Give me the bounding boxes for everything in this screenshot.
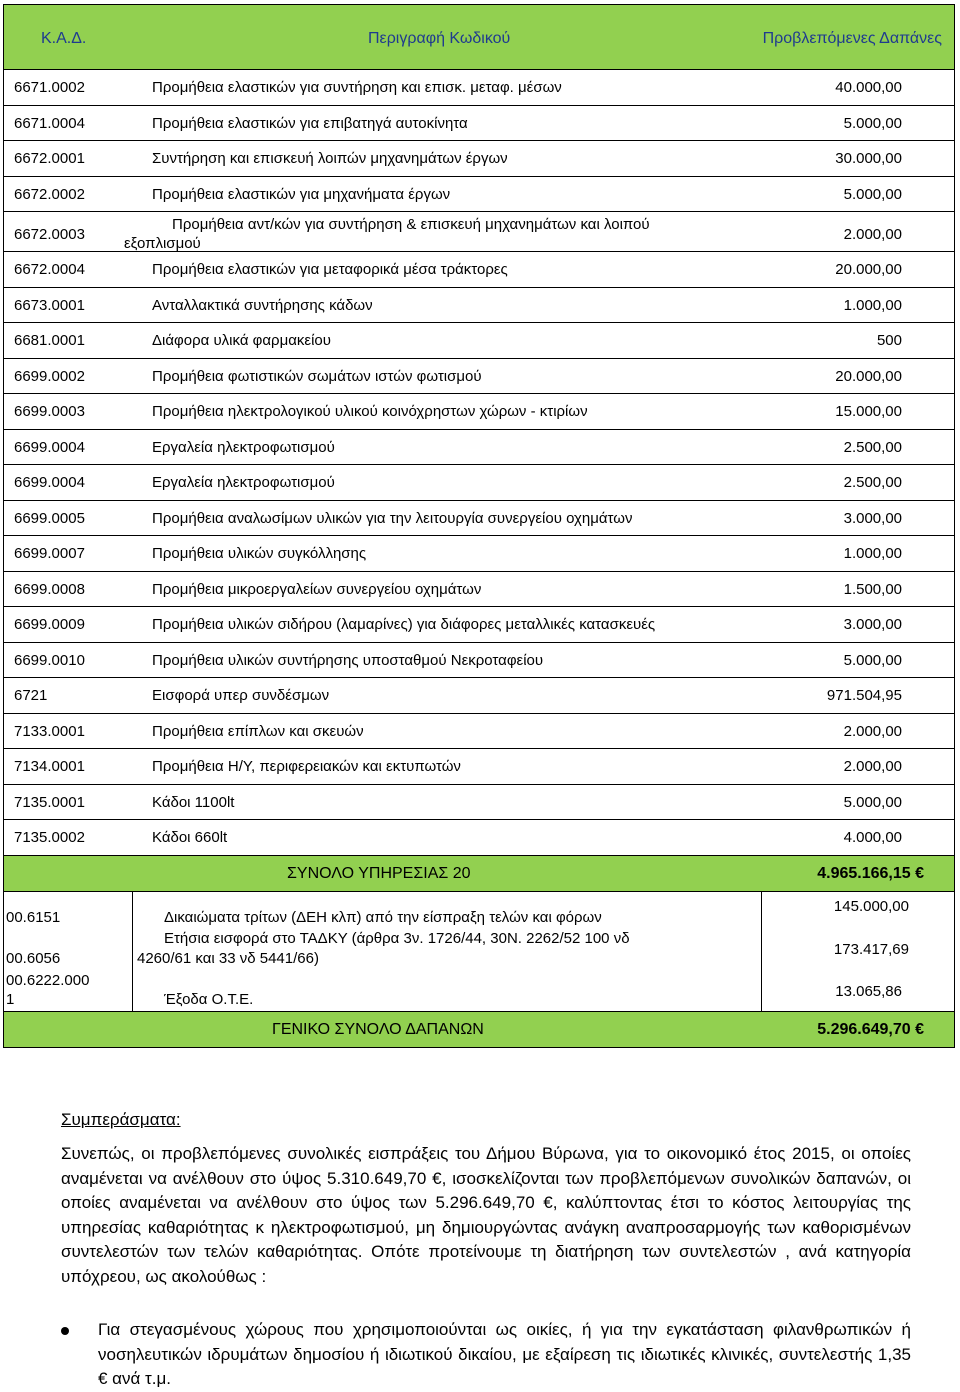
row-desc: Προμήθεια Η/Υ, περιφερειακών και εκτυπωτών [152, 758, 461, 775]
row-desc: Προμήθεια αντ/κών για συντήρηση & επισκευή μηχανημάτων και λοιπού εξοπλισμού [124, 216, 650, 252]
extra-desc: Ετήσια εισφορά στο ΤΑΔΚΥ (άρθρα 3ν. 1726/44, 30Ν. 2262/52 100 νδ [164, 929, 630, 947]
table-row [3, 177, 955, 213]
row-amount: 5.000,00 [843, 185, 902, 203]
table-row [3, 749, 955, 785]
row-desc: Προμήθεια ελαστικών για επιβατηγά αυτοκίνητα [152, 114, 468, 132]
extra-code: 1 [6, 990, 15, 1008]
row-code: 6672.0003 [14, 226, 85, 243]
table-row [3, 536, 955, 572]
table-row [3, 572, 955, 608]
row-code: 6721 [14, 687, 48, 704]
row-amount: 2.000,00 [843, 226, 902, 243]
row-code: 6673.0001 [14, 296, 85, 314]
bullet-text: Για στεγασμένους χώρους που χρησιμοποιούνται ως οικίες, ή για την εγκατάσταση φιλανθρωπικών ή νοσηλευτικών ιδρυμάτων δημοσίου ή ιδιωτικού δικαίου, με εξαίρεση τις ιδιωτικές κλινικές, συντελεστής 1,35 € ανά τ.μ. [98, 1320, 911, 1388]
row-amount: 20.000,00 [835, 367, 902, 385]
row-code: 6699.0005 [14, 509, 85, 527]
table-header [3, 4, 955, 70]
row-amount: 3.000,00 [843, 509, 902, 527]
table-row [3, 70, 955, 106]
table-body [3, 70, 955, 856]
conclusions-title: Συμπεράσματα: [61, 1110, 181, 1129]
row-amount: 2.500,00 [843, 474, 902, 491]
conclusions-paragraph: Συνεπώς, οι προβλεπόμενες συνολικές εισπράξεις του Δήμου Βύρωνα, για το οικονομικό έτος 2015, οι οποίες αναμένεται να ανέλθουν στο ύψος 5.310.649,70 €, ισοσκελίζονται των προβλεπόμενων συνολικών δαπανών, οι οποίες αναμένεται να ανέλθουν στο ύψος των 5.296.649,70 €, καλύπτοντας έτσι το κόστος λειτουργίας της υπηρεσίας καθαριότητας κ ηλεκτροφωτισμού, μη δημιουργώντας ανάγκη αναπροσαρμογής των καθορισμένων συντελεστών των τελών καθαριότητας. Οπότε προτείνουμε τη διατήρηση των συντελεστών , ανά κατηγορία υπόχρεου, ως ακολούθως : [61, 1144, 911, 1286]
row-desc: Προμήθεια ελαστικών για μηχανήματα έργων [152, 185, 451, 203]
row-code: 6681.0001 [14, 332, 85, 349]
table-row [3, 430, 955, 466]
row-code: 6699.0004 [14, 474, 85, 491]
row-code: 6699.0003 [14, 403, 85, 420]
service-total-label: ΣΥΝΟΛΟ ΥΠΗΡΕΣΙΑΣ 20 [287, 864, 471, 882]
table-row [3, 106, 955, 142]
row-code: 6672.0002 [14, 185, 85, 203]
table-row [3, 288, 955, 324]
row-amount: 500 [876, 332, 902, 349]
extra-code: 00.6056 [6, 949, 61, 967]
table-row [3, 714, 955, 750]
bullet-dot-icon [61, 1327, 69, 1335]
bullet-item [61, 1318, 911, 1392]
row-desc: Προμήθεια μικροεργαλείων συνεργείου οχημάτων [152, 580, 482, 598]
row-desc: Κάδοι 1100lt [152, 793, 235, 811]
grand-total-row [3, 1012, 955, 1048]
table-row [3, 643, 955, 679]
column-divider [132, 892, 133, 1011]
row-code: 6699.0010 [14, 651, 85, 669]
row-amount: 5.000,00 [843, 651, 902, 669]
extra-code: 00.6222.000 [6, 971, 90, 989]
row-amount: 15.000,00 [835, 403, 902, 420]
table-row [3, 678, 955, 714]
row-desc: Προμήθεια επίπλων και σκευών [152, 722, 364, 740]
table-row [3, 785, 955, 821]
row-code: 7135.0002 [14, 829, 85, 846]
table-row [3, 394, 955, 430]
row-desc: Προμήθεια αναλωσίμων υλικών για την λειτουργία συνεργείου οχημάτων [152, 509, 633, 527]
row-desc: Προμήθεια φωτιστικών σωμάτων ιστών φωτισμού [152, 367, 482, 385]
table-row [3, 252, 955, 288]
service-total-value: 4.965.166,15 € [817, 864, 924, 882]
row-amount: 5.000,00 [843, 114, 902, 132]
row-code: 7133.0001 [14, 722, 85, 740]
row-desc: Συντήρηση και επισκευή λοιπών μηχανημάτων έργων [152, 150, 508, 167]
table-row [3, 820, 955, 856]
column-divider [761, 892, 762, 1011]
row-desc: Προμήθεια ελαστικών για συντήρηση και επισκ. μεταφ. μέσων [152, 79, 562, 96]
extra-code: 00.6151 [6, 908, 61, 926]
row-code: 6671.0002 [14, 79, 85, 96]
row-code: 6699.0002 [14, 367, 85, 385]
row-code: 6671.0004 [14, 114, 85, 132]
row-desc: Εισφορά υπερ συνδέσμων [152, 687, 330, 704]
conclusions-section [61, 1110, 911, 1289]
row-amount: 2.500,00 [843, 438, 902, 456]
extra-amount: 13.065,86 [835, 982, 902, 1000]
row-amount: 971.504,95 [826, 687, 902, 704]
table-row [3, 141, 955, 177]
row-code: 6699.0008 [14, 580, 85, 598]
other-expenses-block [3, 892, 955, 1012]
extra-amount: 173.417,69 [833, 940, 909, 958]
row-code: 6672.0001 [14, 150, 85, 167]
row-code: 6699.0004 [14, 438, 85, 456]
header-amount: Προβλεπόμενες Δαπάνες [762, 30, 942, 47]
extra-desc: 4260/61 και 33 νδ 5441/66) [137, 949, 319, 967]
extra-desc: Δικαιώματα τρίτων (ΔΕΗ κλπ) από την είσπραξη τελών και φόρων [164, 908, 602, 926]
table-row [3, 501, 955, 537]
row-code: 6672.0004 [14, 261, 85, 278]
row-amount: 20.000,00 [835, 261, 902, 278]
row-desc: Κάδοι 660lt [152, 829, 228, 846]
row-amount: 2.000,00 [843, 758, 902, 775]
row-code: 7135.0001 [14, 793, 85, 811]
row-desc: Εργαλεία ηλεκτροφωτισμού [152, 474, 335, 491]
row-desc: Εργαλεία ηλεκτροφωτισμού [152, 438, 335, 456]
row-amount: 3.000,00 [843, 616, 902, 633]
grand-total-value: 5.296.649,70 € [817, 1020, 924, 1038]
table-row [3, 607, 955, 643]
row-desc: Προμήθεια ελαστικών για μεταφορικά μέσα τράκτορες [152, 261, 508, 278]
row-amount: 30.000,00 [835, 150, 902, 167]
row-amount: 2.000,00 [843, 722, 902, 740]
row-desc: Προμήθεια υλικών συντήρησης υποσταθμού Νεκροταφείου [152, 651, 544, 669]
row-desc: Ανταλλακτικά συντήρησης κάδων [152, 296, 373, 314]
row-desc: Προμήθεια υλικών σιδήρου (λαμαρίνες) για διάφορες μεταλλικές κατασκευές [152, 616, 656, 633]
table-row [3, 359, 955, 395]
row-code: 6699.0009 [14, 616, 85, 633]
header-description: Περιγραφή Κωδικού [368, 30, 511, 47]
service-total-row [3, 856, 955, 892]
row-amount: 1.000,00 [843, 545, 902, 562]
row-desc: Προμήθεια ηλεκτρολογικού υλικού κοινόχρηστων χώρων - κτιρίων [152, 403, 588, 420]
row-amount: 1.500,00 [843, 580, 902, 598]
table-row [3, 323, 955, 359]
row-amount: 40.000,00 [835, 79, 902, 96]
row-desc: Προμήθεια υλικών συγκόλλησης [152, 545, 367, 562]
row-amount: 1.000,00 [843, 296, 902, 314]
grand-total-label: ΓΕΝΙΚΟ ΣΥΝΟΛΟ ΔΑΠΑΝΩΝ [272, 1020, 484, 1038]
row-desc: Διάφορα υλικά φαρμακείου [152, 332, 331, 349]
row-amount: 4.000,00 [843, 829, 902, 846]
expenses-table [3, 4, 955, 1048]
table-row [3, 212, 955, 252]
row-amount: 5.000,00 [843, 793, 902, 811]
row-code: 6699.0007 [14, 545, 85, 562]
table-row [3, 465, 955, 501]
header-kad: Κ.Α.Δ. [41, 30, 87, 47]
row-code: 7134.0001 [14, 758, 85, 775]
extra-desc: Έξοδα Ο.Τ.Ε. [164, 990, 254, 1008]
extra-amount: 145.000,00 [833, 897, 909, 915]
